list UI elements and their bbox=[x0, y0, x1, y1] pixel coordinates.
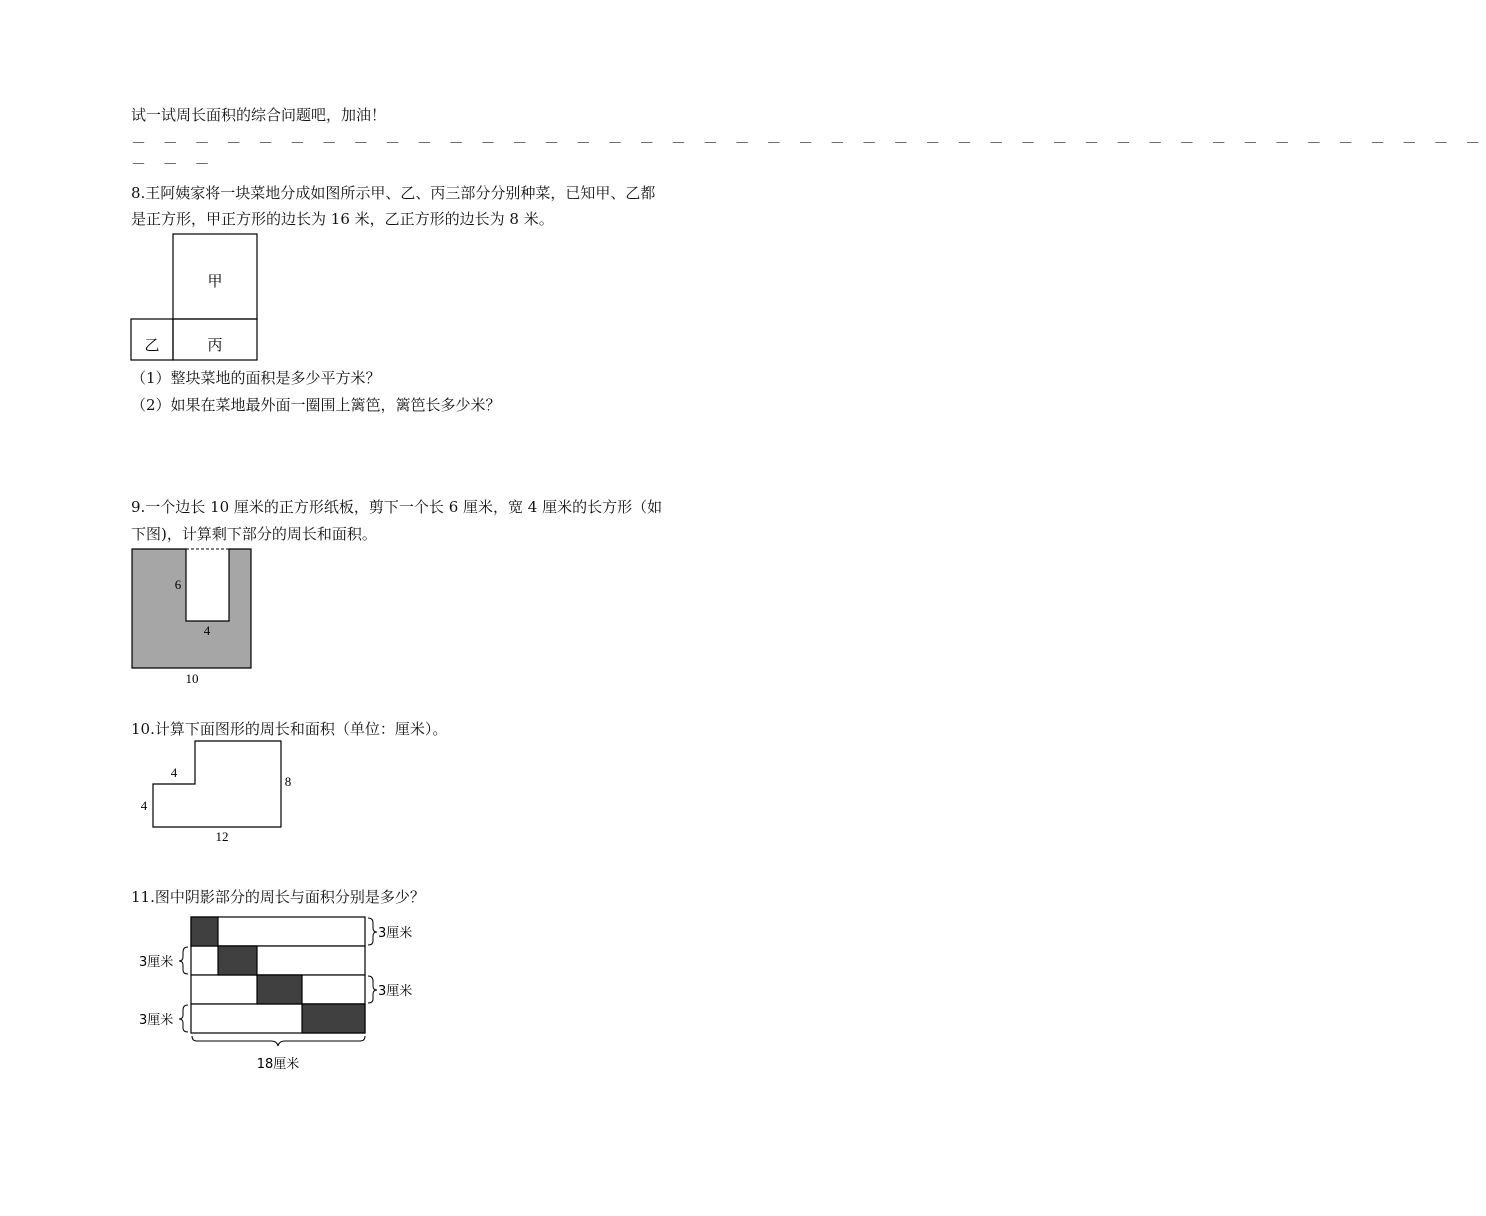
q10-text: 10.计算下面图形的周长和面积（单位：厘米）。 bbox=[131, 720, 448, 738]
q11-brace-left-row4 bbox=[179, 1005, 188, 1032]
q10-label-left: 4 bbox=[140, 798, 148, 813]
q11-label-row4: 3厘米 bbox=[139, 1013, 174, 1028]
q11-label-bottom: 18厘米 bbox=[256, 1057, 300, 1072]
q9-label-width: 4 bbox=[203, 623, 211, 638]
q9-text-line1: 9.一个边长 10 厘米的正方形纸板，剪下一个长 6 厘米，宽 4 厘米的长方形（如 bbox=[131, 498, 663, 516]
q11-label-row2: 3厘米 bbox=[139, 955, 174, 970]
dashed-separator: － － － － － － － － － － － － － － － － － － － － － － － － － － － － － － － － － － － － － － － － － － － bbox=[131, 134, 1486, 152]
q11-shaded-square-2 bbox=[218, 946, 257, 975]
q10-label-right: 8 bbox=[284, 774, 292, 789]
q10-figure bbox=[135, 740, 300, 850]
q8-sub2: （2）如果在菜地最外面一圈围上篱笆，篱笆长多少米？ bbox=[131, 396, 501, 414]
q10-label-top-left: 4 bbox=[170, 765, 178, 780]
q8-label-jia: 甲 bbox=[207, 272, 223, 290]
q9-figure bbox=[131, 548, 256, 693]
q11-label-row3: 3厘米 bbox=[378, 984, 413, 999]
q9-label-side: 10 bbox=[185, 671, 199, 686]
q11-figure bbox=[135, 912, 425, 1077]
q8-sub1: （1）整块菜地的面积是多少平方米？ bbox=[131, 369, 381, 387]
q8-text-line2: 是正方形，甲正方形的边长为 16 米，乙正方形的边长为 8 米。 bbox=[131, 210, 554, 228]
q8-text-line1: 8.王阿姨家将一块菜地分成如图所示甲、乙、丙三部分分别种菜，已知甲、乙都 bbox=[131, 184, 656, 202]
q11-brace-bottom bbox=[192, 1036, 365, 1046]
intro-text: 试一试周长面积的综合问题吧，加油！ bbox=[131, 106, 387, 124]
q11-brace-right-row3 bbox=[368, 976, 377, 1003]
q11-label-row1: 3厘米 bbox=[378, 926, 413, 941]
q9-label-height: 6 bbox=[174, 577, 182, 592]
q11-shaded-square-3 bbox=[257, 975, 302, 1004]
q11-shaded-square-1 bbox=[191, 917, 218, 946]
q11-shaded-square-4 bbox=[302, 1004, 365, 1033]
q11-brace-right-row1 bbox=[368, 918, 377, 945]
q8-figure bbox=[130, 233, 260, 363]
q11-text: 11.图中阴影部分的周长与面积分别是多少？ bbox=[131, 888, 425, 906]
q8-label-bing: 丙 bbox=[207, 336, 223, 354]
q9-text-line2: 下图)，计算剩下部分的周长和面积。 bbox=[131, 525, 377, 543]
q10-l-shape bbox=[153, 741, 281, 827]
dashed-separator-tail: － － － bbox=[131, 155, 216, 173]
q9-remaining-board bbox=[132, 549, 251, 668]
q8-label-yi: 乙 bbox=[144, 336, 160, 354]
q10-label-bottom: 12 bbox=[215, 829, 229, 844]
q11-brace-left-row2 bbox=[179, 947, 188, 974]
q11-strip-row2 bbox=[191, 946, 365, 975]
